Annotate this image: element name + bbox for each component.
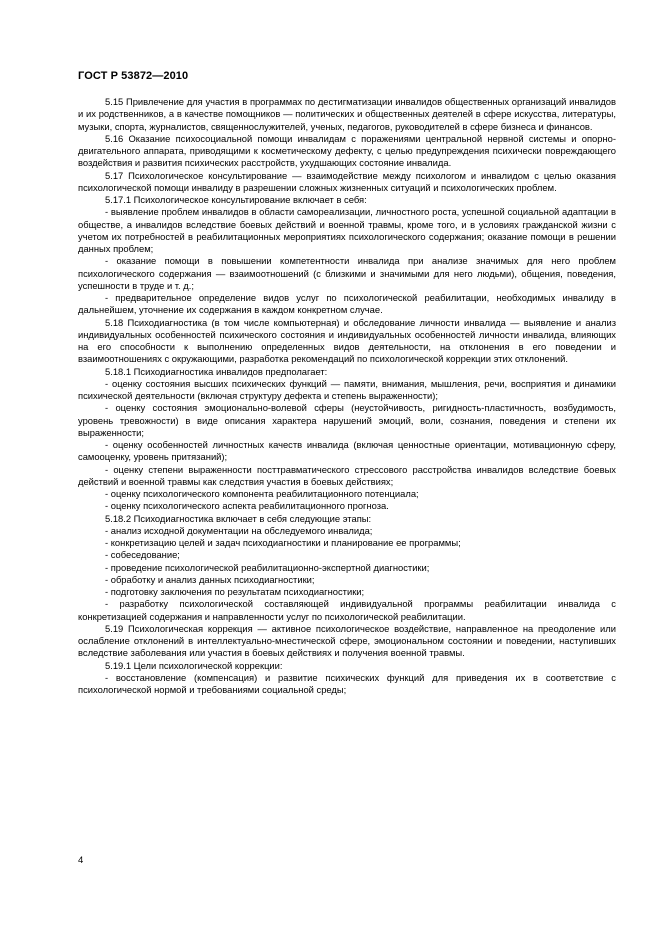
paragraph: 5.17 Психологическое консультирование — взаимодействие между психологом и инвалидом с целью оказания психологической помощи инвалиду в разрешении сложных жизненных ситуаций и психологических проблем.	[78, 169, 616, 193]
paragraph: - оценку степени выраженности посттравматического стрессового расстройства инвалидов вследствие боевых действий и военной травмы как следствия участия в боевых действиях;	[78, 463, 616, 487]
paragraph: - оценку особенностей личностных качеств инвалида (включая ценностные ориентации, мотивационную сферу, самооценку, уровень притязаний);	[78, 439, 616, 463]
paragraph: - разработку психологической составляющей индивидуальной программы реабилитации инвалида с конкретизацией содержания и направленности услуг по психологической реабилитации.	[78, 598, 616, 622]
paragraph: 5.17.1 Психологическое консультирование включает в себя:	[105, 194, 367, 205]
paragraph: 5.19.1 Цели психологической коррекции:	[105, 659, 283, 671]
paragraph: - проведение психологической реабилитационно-экспертной диагностики;	[105, 561, 430, 573]
paragraph: 5.16 Оказание психосоциальной помощи инвалидам с поражениями центральной нервной системы и опорно-двигательного аппарата, приводящими к косметическому дефекту, с целью предупреждения психически повреждающего воздействия и развития психических расстройств, ухудшающих состояние инвалида.	[78, 132, 616, 169]
paragraph: - предварительное определение видов услуг по психологической реабилитации, необходимых инвалиду в дальнейшем, уточнение их содержания в каждом конкретном случае.	[78, 292, 616, 316]
paragraph: 5.15 Привлечение для участия в программах по дестигматизации инвалидов общественных организаций инвалидов и их родственников, а в качестве помощников — политических и общественных деятелей в сфере искусства, литературы, музыки, спорта, журналистов, священнослужителей, ученых, педагогов, руководителей в сфере бизнеса и финансов.	[78, 96, 616, 132]
paragraph: - выявление проблем инвалидов в области самореализации, личностного роста, успешной социальной адаптации в обществе, а инвалидов вследствие боевых действий и военной травмы, кроме того, и в условиях гражданской жизни с учетом их потребностей в реабилитационных мероприятиях психологического содержания; оказание помощи в решении данных проблем;	[78, 206, 616, 254]
paragraph: - оценку психологического аспекта реабилитационного прогноза.	[105, 500, 389, 512]
paragraph: - оценку психологического компонента реабилитационного потенциала;	[105, 488, 419, 499]
paragraph: - обработку и анализ данных психодиагностики;	[105, 573, 315, 585]
paragraph: - конкретизацию целей и задач психодиагностики и планирование ее программы;	[105, 537, 461, 548]
paragraph: - оценку состояния высших психических функций — памяти, внимания, мышления, речи, восприятия и динамики психической деятельности (включая структуру дефекта и степень выраженности);	[78, 377, 616, 401]
paragraph: 5.19 Психологическая коррекция — активное психологическое воздействие, направленное на преодоление или ослабление отклонений в интеллектуально-мнестической сфере, эмоциональном состоянии и поведении, наступивших вследствие заболевания или участия в боевых действиях и получения военной травмы.	[78, 622, 616, 659]
page-number: 4	[78, 855, 84, 866]
paragraph: - оказание помощи в повышении компетентности инвалида при анализе значимых для него проблем психологического содержания — взаимоотношений (с близкими и значимыми для него людьми), общения, поведения, успешности в труде и т. д.;	[78, 255, 616, 291]
paragraph: - подготовку заключения по результатам психодиагностики;	[105, 586, 365, 597]
paragraph: 5.18.2 Психодиагностика включает в себя следующие этапы:	[105, 512, 372, 524]
document-header: ГОСТ Р 53872—2010	[78, 70, 189, 82]
paragraph: - восстановление (компенсация) и развитие психических функций для приведения их в соответствие с психологической нормой и требованиями социальной среды;	[78, 671, 616, 695]
document-body	[78, 96, 616, 696]
paragraph: 5.18 Психодиагностика (в том числе компьютерная) и обследование личности инвалида — выявление и анализ индивидуальных особенностей психического состояния и индивидуальных особенностей личности инвалида, влияющих на его способности к выполнению определенных видов деятельности, на отклонения в его поведении и взаимоотношениях с окружающими, разработка рекомендаций по психологической коррекции этих отклонений.	[78, 316, 616, 365]
paragraph: - анализ исходной документации на обследуемого инвалида;	[105, 524, 373, 536]
paragraph: 5.18.1 Психодиагностика инвалидов предполагает:	[105, 365, 328, 377]
paragraph: - собеседование;	[105, 549, 180, 561]
paragraph: - оценку состояния эмоционально-волевой сферы (неустойчивость, ригидность-пластичность, возбудимость, уровень тревожности) в виде описания характера нарушений эмоций, воли, сознания, поведения и степени их выраженности;	[78, 402, 616, 438]
